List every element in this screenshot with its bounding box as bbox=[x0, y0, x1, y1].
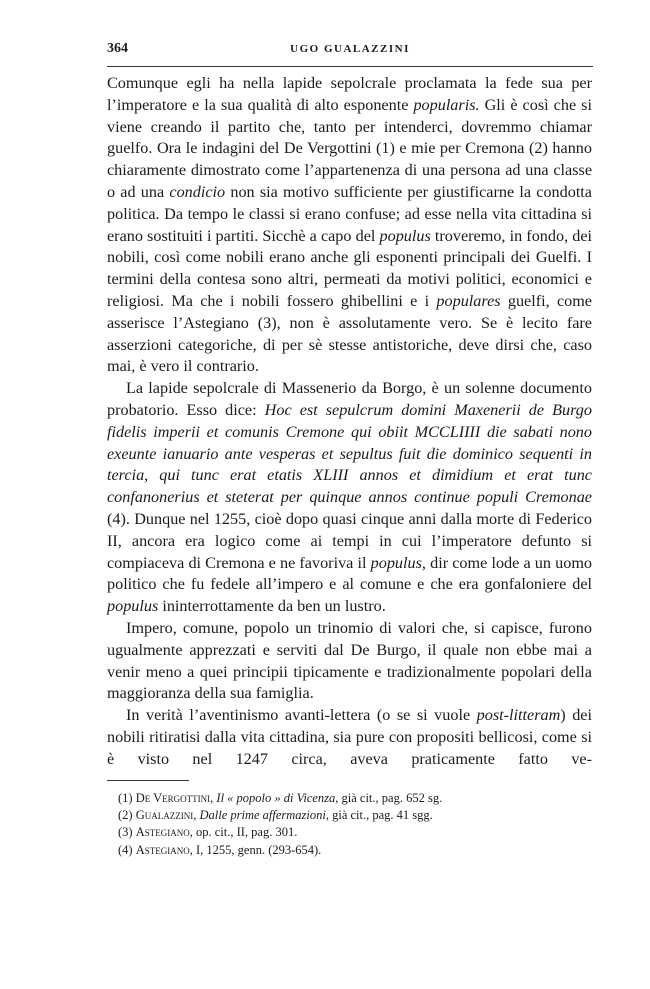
footnote-number: (2) bbox=[118, 808, 136, 823]
italic-text: Il « popolo » di Vicenza bbox=[216, 791, 336, 805]
text-run: ) dei nobili ritiratisi dalla vita cittadina, sia pure con propositi bellicosi, come si è visto nel 1247 circa, aveva praticamente fatto ve- bbox=[107, 706, 592, 768]
text-run: Impero, comune, popolo un trinomio di valori che, si capisce, furono ugualmente apprezzati e serviti dal De Burgo, il quale non ebbe mai a venir meno a quei principii tipicamente e tradizionalmente popolari della maggioranza della sua famiglia. bbox=[107, 618, 592, 703]
text-run: , già cit., pag. 652 sg. bbox=[335, 791, 443, 805]
italic-text: populus bbox=[107, 597, 159, 616]
text-run: La lapide sepolcrale di Massenerio da Borgo, è un solenne documento probatorio. Esso dice: bbox=[107, 379, 592, 419]
paragraph bbox=[107, 378, 592, 618]
text-run: non sia motivo sufficiente per giustificarne la condotta politica. Da tempo le classi si erano confuse; ad esse nella vita cittadina si erano sostituiti i partiti. Sicchè a capo del bbox=[107, 182, 592, 245]
paragraph bbox=[107, 73, 592, 378]
text-run: , op. cit., II, pag. 301. bbox=[189, 825, 298, 840]
text-run: , bbox=[193, 808, 200, 823]
text-run: Gli è così che si viene creando il partito che, tanto per intenderci, dovremmo chiamar guelfo. Ora le indagini del De Vergottini (1) e mie per Cremona (2) hanno chiaramente dimostrato come l’appartenenza di una persona ad una classe o ad una bbox=[107, 95, 592, 201]
italic-text: populus, bbox=[370, 553, 426, 572]
running-head bbox=[107, 38, 593, 67]
body-text bbox=[107, 73, 592, 771]
italic-text: post-litteram bbox=[476, 706, 561, 725]
footnote bbox=[118, 842, 588, 859]
author-name: Astegiano bbox=[135, 842, 190, 857]
author-name: Astegiano bbox=[135, 825, 190, 840]
footnote-number: (3) bbox=[118, 825, 136, 840]
footnote bbox=[118, 807, 588, 824]
author-name: Gualazzini bbox=[135, 808, 194, 823]
text-run: ininterrottamente da ben un lustro. bbox=[158, 597, 386, 616]
text-run: (4). Dunque nel 1255, cioè dopo quasi cinque anni dalla morte di Federico II, ancora era logico come ai tempi in cui l’imperatore defunto si compiaceva di Cremona e ne favoriva il bbox=[107, 509, 592, 572]
text-run: , I, 1255, genn. (293-654). bbox=[189, 842, 322, 857]
italic-text: populares bbox=[436, 291, 501, 310]
text-run: In verità l’aventinismo avanti-lettera (o se si vuole bbox=[126, 706, 477, 725]
italic-text: Hoc est sepulcrum domini Maxenerii de Burgo fidelis imperii et comunis Cremone qui obiit MCCLIIII die sabati nono exeunte ianuario ante vesperas et sepultus fuit die dominico sequenti in tercia, qui tunc erat etatis XLIII annos et dimidium et erat tunc confanonerius et steterat per quinque annos continue populi Cremonae bbox=[107, 400, 592, 507]
text-run: Comunque egli ha nella lapide sepolcrale proclamata la fede sua per l’imperatore e la sua qualità di alto esponente bbox=[107, 74, 592, 114]
text-run: , bbox=[210, 791, 217, 805]
text-run: dir come lode a un uomo politico che fu fedele all’impero e al comune e che era gonfaloniere del bbox=[107, 553, 592, 594]
footnotes bbox=[118, 790, 588, 859]
footnote-number: (1) bbox=[118, 791, 136, 805]
running-title: UGO GUALAZZINI bbox=[290, 43, 410, 55]
text-run: guelfi, come asserisce l’Astegiano (3), non è assolutamente vero. Se è lecito fare asserzioni categoriche, di per sè stesse antistoriche, deve dirsi che, caso mai, è vero il contrario. bbox=[107, 291, 592, 376]
text-run: , già cit., pag. 41 sgg. bbox=[325, 808, 433, 823]
text-run: troveremo, in fondo, dei nobili, così come nobili erano anche gli esponenti principali dei Guelfi. I termini della contesa sono altri, permeati da motivi politici, economici e religiosi. Ma che i nobili fossero ghibellini e i bbox=[107, 226, 593, 310]
paragraph bbox=[107, 705, 592, 770]
italic-text: popularis. bbox=[413, 95, 480, 114]
footnote bbox=[118, 790, 588, 807]
italic-text: populus bbox=[379, 226, 431, 245]
author-name: De Vergottini bbox=[135, 791, 211, 805]
footnote bbox=[118, 824, 588, 841]
italic-text: Dalle prime affermazioni bbox=[199, 808, 326, 823]
footnote-number: (4) bbox=[118, 842, 136, 857]
italic-text: condicio bbox=[169, 182, 226, 201]
page-number: 364 bbox=[107, 41, 128, 56]
paragraph bbox=[107, 618, 592, 705]
footnote-rule bbox=[107, 780, 189, 781]
